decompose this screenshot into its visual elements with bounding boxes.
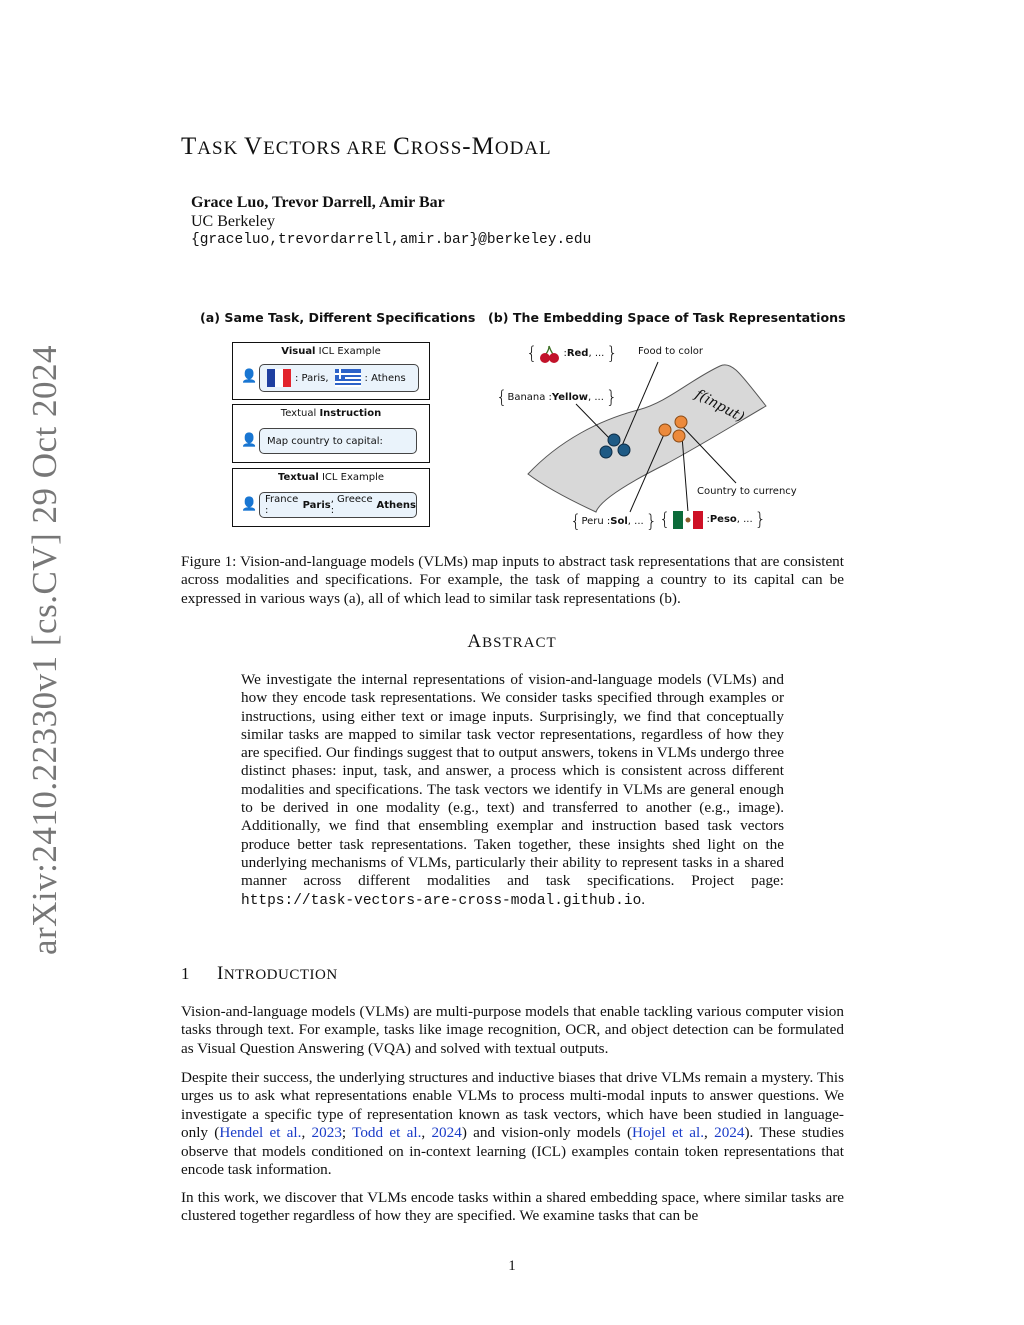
textual-instruction-card [232,404,430,463]
intro-paragraph-1: Vision-and-language models (VLMs) are multi-purpose models that enable tackling various computer vision tasks through text. For example, tasks like image recognition, OCR, and object detection can be formulated as Visual Question Answering (VQA) and solved with textual outputs. [181,1003,844,1057]
textual-icl-card [232,468,430,527]
food-to-color-label: Food to color [638,346,703,357]
manifold-label: f(input) [692,386,747,426]
abstract-body: We investigate the internal representations of vision-and-language models (VLMs) and how they encode task representations. We consider tasks specified through examples or instructions, using either text or image inputs. Surprisingly, we find that conceptually similar tasks are mapped to similar task vector representations, regardless of how they are specified. Our findings suggest that to output answers, tokens in VLMs undergo three distinct phases: input, task, and answer, a process which is consistent across different modalities and specifications. The task vectors we identify in VLMs are general enough to be derived in one modality (e.g., text) and transferred to another (e.g., image). Additionally, we find that ensembling exemplar and instruction based task vectors produce better task representations. Taken together, these insights shed light on the underlying mechanisms of VLMs, particularly their ability to represent tasks in a shared manner across different modalities and task specifications. Project page: https://task-vectors-are-cross-modal.github.io. [241,671,784,909]
visual-icl-card [232,342,430,400]
author-list: Grace Luo, Trevor Darrell, Amir Bar [191,194,445,211]
country-to-currency-label: Country to currency [697,486,797,497]
card-heading: Visual ICL Example [281,346,381,357]
currency-point [675,416,687,428]
panel-b-title: (b) The Embedding Space of Task Representations [488,310,846,325]
affiliation: UC Berkeley [191,213,275,230]
author-emails: {graceluo,trevordarrell,amir.bar}@berkeley.edu [191,232,592,248]
citation-link[interactable]: 2024 [714,1124,745,1142]
citation-link[interactable]: Todd et al. [352,1124,422,1142]
banana-example: { Banana : Yellow , ... } [496,387,618,408]
food-color-point [608,434,620,446]
intro-paragraph-2: Despite their success, the underlying structures and inductive biases that drive VLMs remain a mystery. This urges us to ask what representations enable VLMs to process multi-modal inputs to answer questions. We investigate a specific type of representation known as task vectors, which have been studied in language-only (Hendel et al., 2023; Todd et al., 2024) and vision-only models (Hojel et al., 2024). These studies observe that models conditioned on in-context learning (ICL) examples contain token representations that encode task information. [181,1069,845,1179]
instruction-pill: Map country to capital: [259,428,417,454]
user-icon: 👤 [241,369,258,384]
arxiv-identifier: arXiv:2410.22330v1 [cs.CV] 29 Oct 2024 [25,344,64,956]
mexico-flag-icon [673,511,703,529]
card-heading: Textual ICL Example [277,472,385,483]
section-heading-introduction: 1 INTRODUCTION [181,963,338,984]
card-heading: Textual Instruction [280,408,382,419]
cherry-example: { : Red , ... } [526,343,618,364]
greece-flag-icon [335,369,361,387]
currency-point [659,424,671,436]
intro-paragraph-3: In this work, we discover that VLMs encode tasks within a shared embedding space, where similar tasks are clustered together regardless of how they are specified. We examine tasks that can be [181,1189,844,1225]
mexico-example: { : Peso , ... } [659,509,767,530]
cherry-icon [539,344,561,364]
text-example-pill: France : Paris , Greece : Athens [259,492,417,518]
panel-a-title: (a) Same Task, Different Specifications [200,310,476,325]
citation-link[interactable]: Hojel et al. [632,1124,705,1142]
citation-link[interactable]: 2023 [311,1124,342,1142]
paper-title: TASK VECTORS ARE CROSS-MODAL [181,133,552,160]
citation-link[interactable]: 2024 [431,1124,462,1142]
user-icon: 👤 [241,497,258,512]
citation-link[interactable]: Hendel et al. [219,1124,302,1142]
peru-example: { Peru : Sol , ... } [570,511,658,532]
user-icon: 👤 [241,433,258,448]
project-page-link[interactable]: https://task-vectors-are-cross-modal.github.io [241,892,642,909]
food-color-point [600,446,612,458]
visual-example-pill: : Paris, : Athens [259,364,419,392]
currency-point [673,430,685,442]
page-number: 1 [508,1258,516,1274]
france-flag-icon [267,369,291,387]
abstract-heading: ABSTRACT [467,631,557,652]
figure-caption: Figure 1: Vision-and-language models (VLMs) map inputs to abstract task representations that are consistent across modalities and specifications. For example, the task of mapping a country to its capital can be expressed in various ways (a), all of which lead to similar task representations (b). [181,553,844,607]
food-color-point [618,444,630,456]
